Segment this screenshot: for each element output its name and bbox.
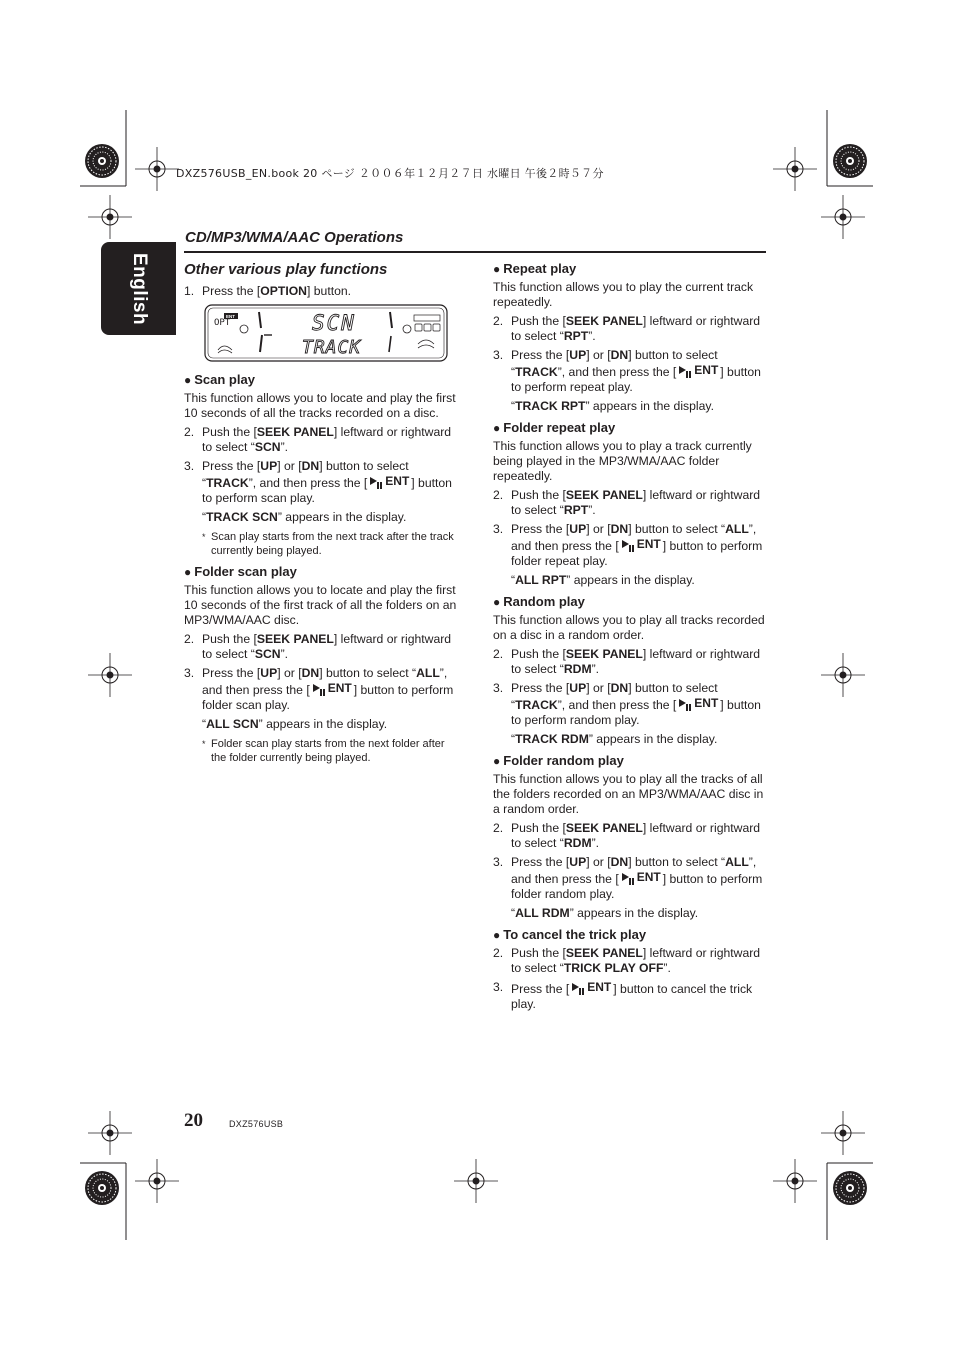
cancel-step-2: 2. Push the [SEEK PANEL] leftward or rightward to select “TRICK PLAY OFF”. <box>493 946 761 975</box>
lcd-ent-label: ENT <box>226 314 235 319</box>
folder-scan-heading: ● Folder scan play <box>184 564 297 579</box>
folder-scan-step-2: 2. Push the [SEEK PANEL] leftward or rightward to select “SCN”. <box>184 632 452 661</box>
cancel-step-3: 3. Press the [ ENT ] button to cancel the trick play. <box>493 980 753 1011</box>
lcd-bottom-text: TRACK <box>302 337 362 358</box>
right-column <box>493 261 767 1016</box>
lcd-display <box>204 304 448 362</box>
folder-repeat-step-3: 3. Press the [UP] or [DN] button to select “ALL”, and then press the [ ENT ] button to perform folder repeat play. <box>493 522 763 568</box>
intro-step: 1. Press the [OPTION] button. <box>184 284 352 298</box>
folder-random-step-2: 2. Push the [SEEK PANEL] leftward or rightward to select “RDM”. <box>493 821 761 850</box>
play-pause-icon: ENT <box>678 696 718 711</box>
folder-random-desc: This function allows you to play all the tracks of all the folders recorded on an MP3/WMA/AAC disc in a random order. <box>493 772 764 816</box>
repeat-play-heading: ● Repeat play <box>493 261 577 276</box>
random-step-3: 3. Press the [UP] or [DN] button to select “TRACK”, and then press the [ ENT ] button to perform random play. <box>493 681 761 727</box>
language-tab-label: English <box>128 252 150 325</box>
folder-random-step-3: 3. Press the [UP] or [DN] button to select “ALL”, and then press the [ ENT ] button to perform folder random play. <box>493 855 763 901</box>
page-number: 20 <box>184 1110 203 1131</box>
lcd-option-label: OPT <box>214 318 231 328</box>
play-pause-icon: ENT <box>571 980 611 995</box>
play-pause-icon: ENT <box>621 537 661 552</box>
random-play-heading: ● Random play <box>493 594 585 609</box>
folder-scan-note: * Folder scan play starts from the next folder after the folder currently being played. <box>202 738 445 764</box>
scan-step-3: 3. Press the [UP] or [DN] button to select “TRACK”, and then press the [ ENT ] button to perform scan play. <box>184 459 452 505</box>
random-step-2: 2. Push the [SEEK PANEL] leftward or rightward to select “RDM”. <box>493 647 761 676</box>
folder-repeat-result: “ALL RPT” appears in the display. <box>511 573 695 587</box>
play-pause-icon: ENT <box>621 870 661 885</box>
section-rule <box>184 251 766 253</box>
folder-repeat-step-2: 2. Push the [SEEK PANEL] leftward or rightward to select “RPT”. <box>493 488 761 517</box>
lcd-display-graphic <box>204 304 448 362</box>
scan-note: * Scan play starts from the next track after the track currently being played. <box>202 531 454 557</box>
play-pause-icon: ENT <box>678 363 718 378</box>
scan-play-heading: ● Scan play <box>184 372 255 387</box>
random-play-desc: This function allows you to play all tracks recorded on a disc in a random order. <box>493 613 765 642</box>
folder-scan-step-3: 3. Press the [UP] or [DN] button to select “ALL”, and then press the [ ENT ] button to perform folder scan play. <box>184 666 454 712</box>
folder-scan-result: “ALL SCN” appears in the display. <box>202 717 388 731</box>
left-heading: Other various play functions <box>184 261 388 278</box>
scan-result: “TRACK SCN” appears in the display. <box>202 510 407 524</box>
folder-repeat-desc: This function allows you to play a track currently being played in the MP3/WMA/AAC folder repeatedly. <box>493 439 752 483</box>
repeat-play-desc: This function allows you to play the current track repeatedly. <box>493 280 754 309</box>
play-pause-icon: ENT <box>369 474 409 489</box>
cancel-heading: ● To cancel the trick play <box>493 927 647 942</box>
section-title: CD/MP3/WMA/AAC Operations <box>185 229 404 246</box>
folder-scan-desc: This function allows you to locate and play the first 10 seconds of the first track of all the folders on an MP3/WMA/AAC disc. <box>184 583 457 627</box>
folder-repeat-heading: ● Folder repeat play <box>493 420 616 435</box>
scan-step-2: 2. Push the [SEEK PANEL] leftward or rightward to select “SCN”. <box>184 425 452 454</box>
play-pause-icon: ENT <box>312 681 352 696</box>
folder-random-heading: ● Folder random play <box>493 753 624 768</box>
lcd-top-text: SCN <box>312 311 356 335</box>
folder-random-result: “ALL RDM” appears in the display. <box>511 906 699 920</box>
repeat-result: “TRACK RPT” appears in the display. <box>511 399 714 413</box>
left-column <box>184 261 458 769</box>
repeat-step-3: 3. Press the [UP] or [DN] button to select “TRACK”, and then press the [ ENT ] button to perform repeat play. <box>493 348 761 394</box>
repeat-step-2: 2. Push the [SEEK PANEL] leftward or rightward to select “RPT”. <box>493 314 761 343</box>
scan-play-desc: This function allows you to locate and play the first 10 seconds of all the tracks recorded on a disc. <box>184 391 456 420</box>
model-label: DXZ576USB <box>229 1119 284 1129</box>
file-info: DXZ576USB_EN.book 20 ページ ２００６年１２月２７日 水曜日 午後２時５７分 <box>176 167 604 180</box>
random-result: “TRACK RDM” appears in the display. <box>511 732 718 746</box>
language-tab <box>101 242 176 335</box>
